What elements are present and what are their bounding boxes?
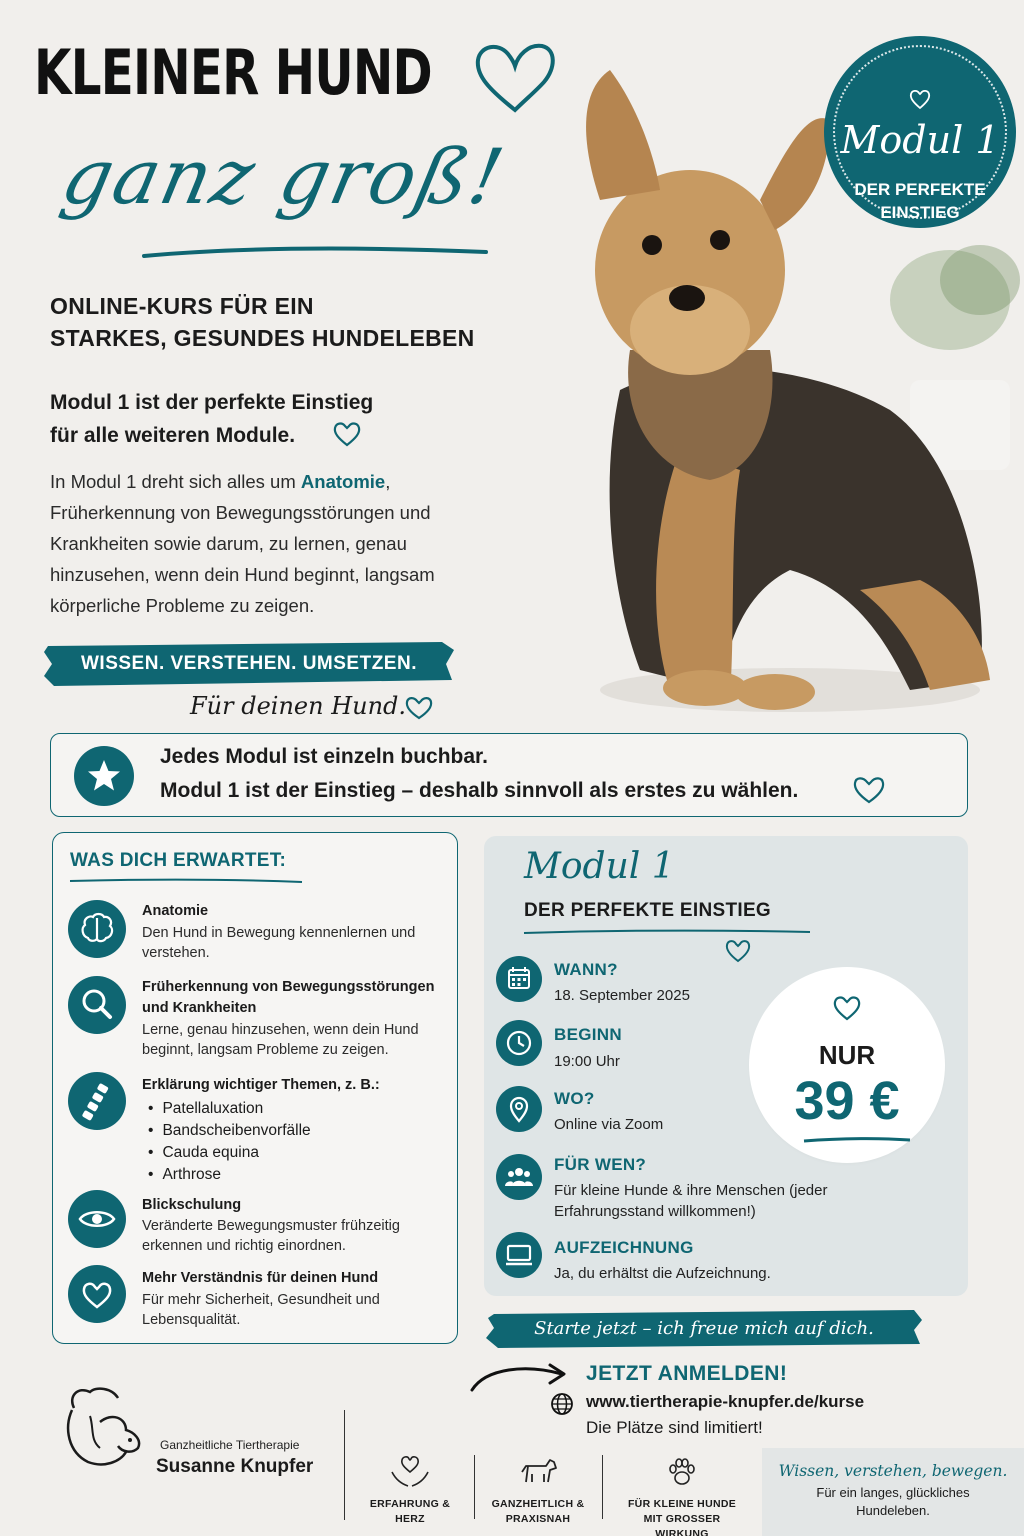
people-icon xyxy=(496,1154,542,1200)
signup-note: Die Plätze sind limitiert! xyxy=(586,1418,763,1437)
footer-feature: FÜR KLEINE HUNDE MIT GROSSER WIRKUNG xyxy=(618,1452,746,1536)
intro-paragraph: In Modul 1 dreht sich alles um Anatomie, Früherkennung von Bewegungsstörungen und Krankheiten sowie darum, zu lernen, genau hinzusehen, wenn dein Hund beginnt, langsam körperliche Probleme zu zeigen. xyxy=(50,471,435,616)
footer-divider xyxy=(344,1410,345,1520)
price-amount: 39 € xyxy=(794,1071,900,1131)
list-item: • Arthrose xyxy=(148,1164,428,1186)
module-badge: Modul 1 DER PERFEKTE EINSTIEG xyxy=(824,36,1016,228)
list-item: • Cauda equina xyxy=(148,1142,428,1164)
strip-line-1: Jedes Modul ist einzeln buchbar. xyxy=(160,745,488,768)
feature-desc: Für mehr Sicherheit, Gesundheit und Lebensqualität. xyxy=(142,1292,380,1328)
brain-icon xyxy=(68,900,126,958)
calendar-icon xyxy=(496,956,542,1002)
title-script: ganz groß! xyxy=(54,132,513,221)
highlight-anatomie: Anatomie xyxy=(300,471,386,492)
brand-logo xyxy=(60,1382,150,1472)
feature-title: Erklärung wichtiger Themen, z. B.: xyxy=(142,1077,380,1093)
eye-icon xyxy=(68,1190,126,1248)
brand-subtitle: Ganzheitliche Tiertherapie xyxy=(160,1438,300,1452)
brand-name: Susanne Knupfer xyxy=(156,1456,314,1477)
cta-brush-text: Starte jetzt – ich freue mich auf dich. xyxy=(534,1318,874,1339)
event-value: Für kleine Hunde & ihre Menschen (jeder Erfahrungsstand willkommen!) xyxy=(554,1182,828,1220)
feature-desc: Lerne, genau hinzusehen, wenn dein Hund beginnt, langsam Probleme zu zeigen. xyxy=(142,1022,419,1058)
star-badge xyxy=(74,746,134,806)
title-underline xyxy=(140,240,490,266)
heart-icon xyxy=(68,1265,126,1323)
heart-icon xyxy=(332,420,362,448)
globe-icon xyxy=(550,1392,574,1416)
main-title: KLEINER HUND xyxy=(34,36,432,109)
magnifier-icon xyxy=(68,976,126,1034)
heart-icon xyxy=(908,88,932,110)
footer-feature: ERFAHRUNG & HERZ xyxy=(346,1452,474,1527)
feature-title: Früherkennung von Bewegungsstörungen und Krankheiten xyxy=(142,979,435,1016)
feature-title: Mehr Verständnis für deinen Hund xyxy=(142,1270,379,1286)
price-badge xyxy=(752,970,942,1160)
event-value: 19:00 Uhr xyxy=(554,1053,620,1070)
arrow-icon xyxy=(466,1356,576,1396)
event-value: Online via Zoom xyxy=(554,1116,664,1133)
motto-text: Für ein langes, glückliches Hundeleben. xyxy=(816,1485,970,1518)
heart-icon xyxy=(832,994,862,1022)
lead-text: Modul 1 ist der perfekte Einstieg für alle weiteren Module. xyxy=(50,391,374,447)
motto-script: Wissen, verstehen, bewegen. xyxy=(778,1462,1008,1480)
clock-icon xyxy=(496,1020,542,1066)
paw-icon xyxy=(660,1452,704,1492)
heart-icon xyxy=(404,695,434,721)
event-label: BEGINN xyxy=(554,1025,622,1044)
dog-icon xyxy=(516,1452,560,1492)
heart-hands-icon xyxy=(388,1452,432,1492)
feature-title: Anatomie xyxy=(142,903,209,919)
event-value: Ja, du erhältst die Aufzeichnung. xyxy=(554,1265,771,1282)
feature-title: Blickschulung xyxy=(142,1197,242,1213)
topic-list xyxy=(148,1098,428,1186)
star-icon xyxy=(74,746,134,806)
location-icon xyxy=(496,1086,542,1132)
module-underline xyxy=(522,928,812,936)
event-label: FÜR WEN? xyxy=(554,1155,647,1174)
expect-title: WAS DICH ERWARTET: xyxy=(70,850,287,871)
module-script: Modul 1 xyxy=(524,846,675,887)
event-value: 18. September 2025 xyxy=(554,987,690,1004)
heart-icon xyxy=(724,938,752,964)
banner-subscript: Für deinen Hund. xyxy=(190,692,407,720)
heart-outline-icon xyxy=(470,38,560,118)
event-label: AUFZEICHNUNG xyxy=(554,1238,694,1257)
banner-text: WISSEN. VERSTEHEN. UMSETZEN. xyxy=(81,653,417,674)
monitor-icon xyxy=(496,1232,542,1278)
event-label: WO? xyxy=(554,1089,595,1108)
heart-icon xyxy=(852,775,886,805)
list-item: • Bandscheibenvorfälle xyxy=(148,1120,428,1142)
module-subtitle: DER PERFEKTE EINSTIEG xyxy=(524,900,772,921)
signup-heading: JETZT ANMELDEN! xyxy=(586,1362,788,1385)
course-subtitle: ONLINE-KURS FÜR EIN STARKES, GESUNDES HUNDELEBEN xyxy=(50,293,475,351)
signup-link[interactable]: www.tiertherapie-knupfer.de/kurse xyxy=(586,1392,865,1411)
footer-divider xyxy=(602,1455,603,1519)
feature-desc: Den Hund in Bewegung kennenlernen und verstehen. xyxy=(142,925,416,961)
price-prefix: NUR xyxy=(818,1040,876,1070)
price-underline xyxy=(802,1136,912,1144)
footer-feature: GANZHEITLICH & PRAXISNAH xyxy=(474,1452,602,1527)
feature-desc: Veränderte Bewegungsmuster frühzeitig erkennen und richtig einordnen. xyxy=(142,1218,400,1254)
spine-icon xyxy=(68,1072,126,1130)
expect-underline xyxy=(68,878,304,884)
strip-line-2: Modul 1 ist der Einstieg – deshalb sinnvoll als erstes zu wählen. xyxy=(160,779,799,802)
list-item: • Patellaluxation xyxy=(148,1098,428,1120)
event-label: WANN? xyxy=(554,960,618,979)
